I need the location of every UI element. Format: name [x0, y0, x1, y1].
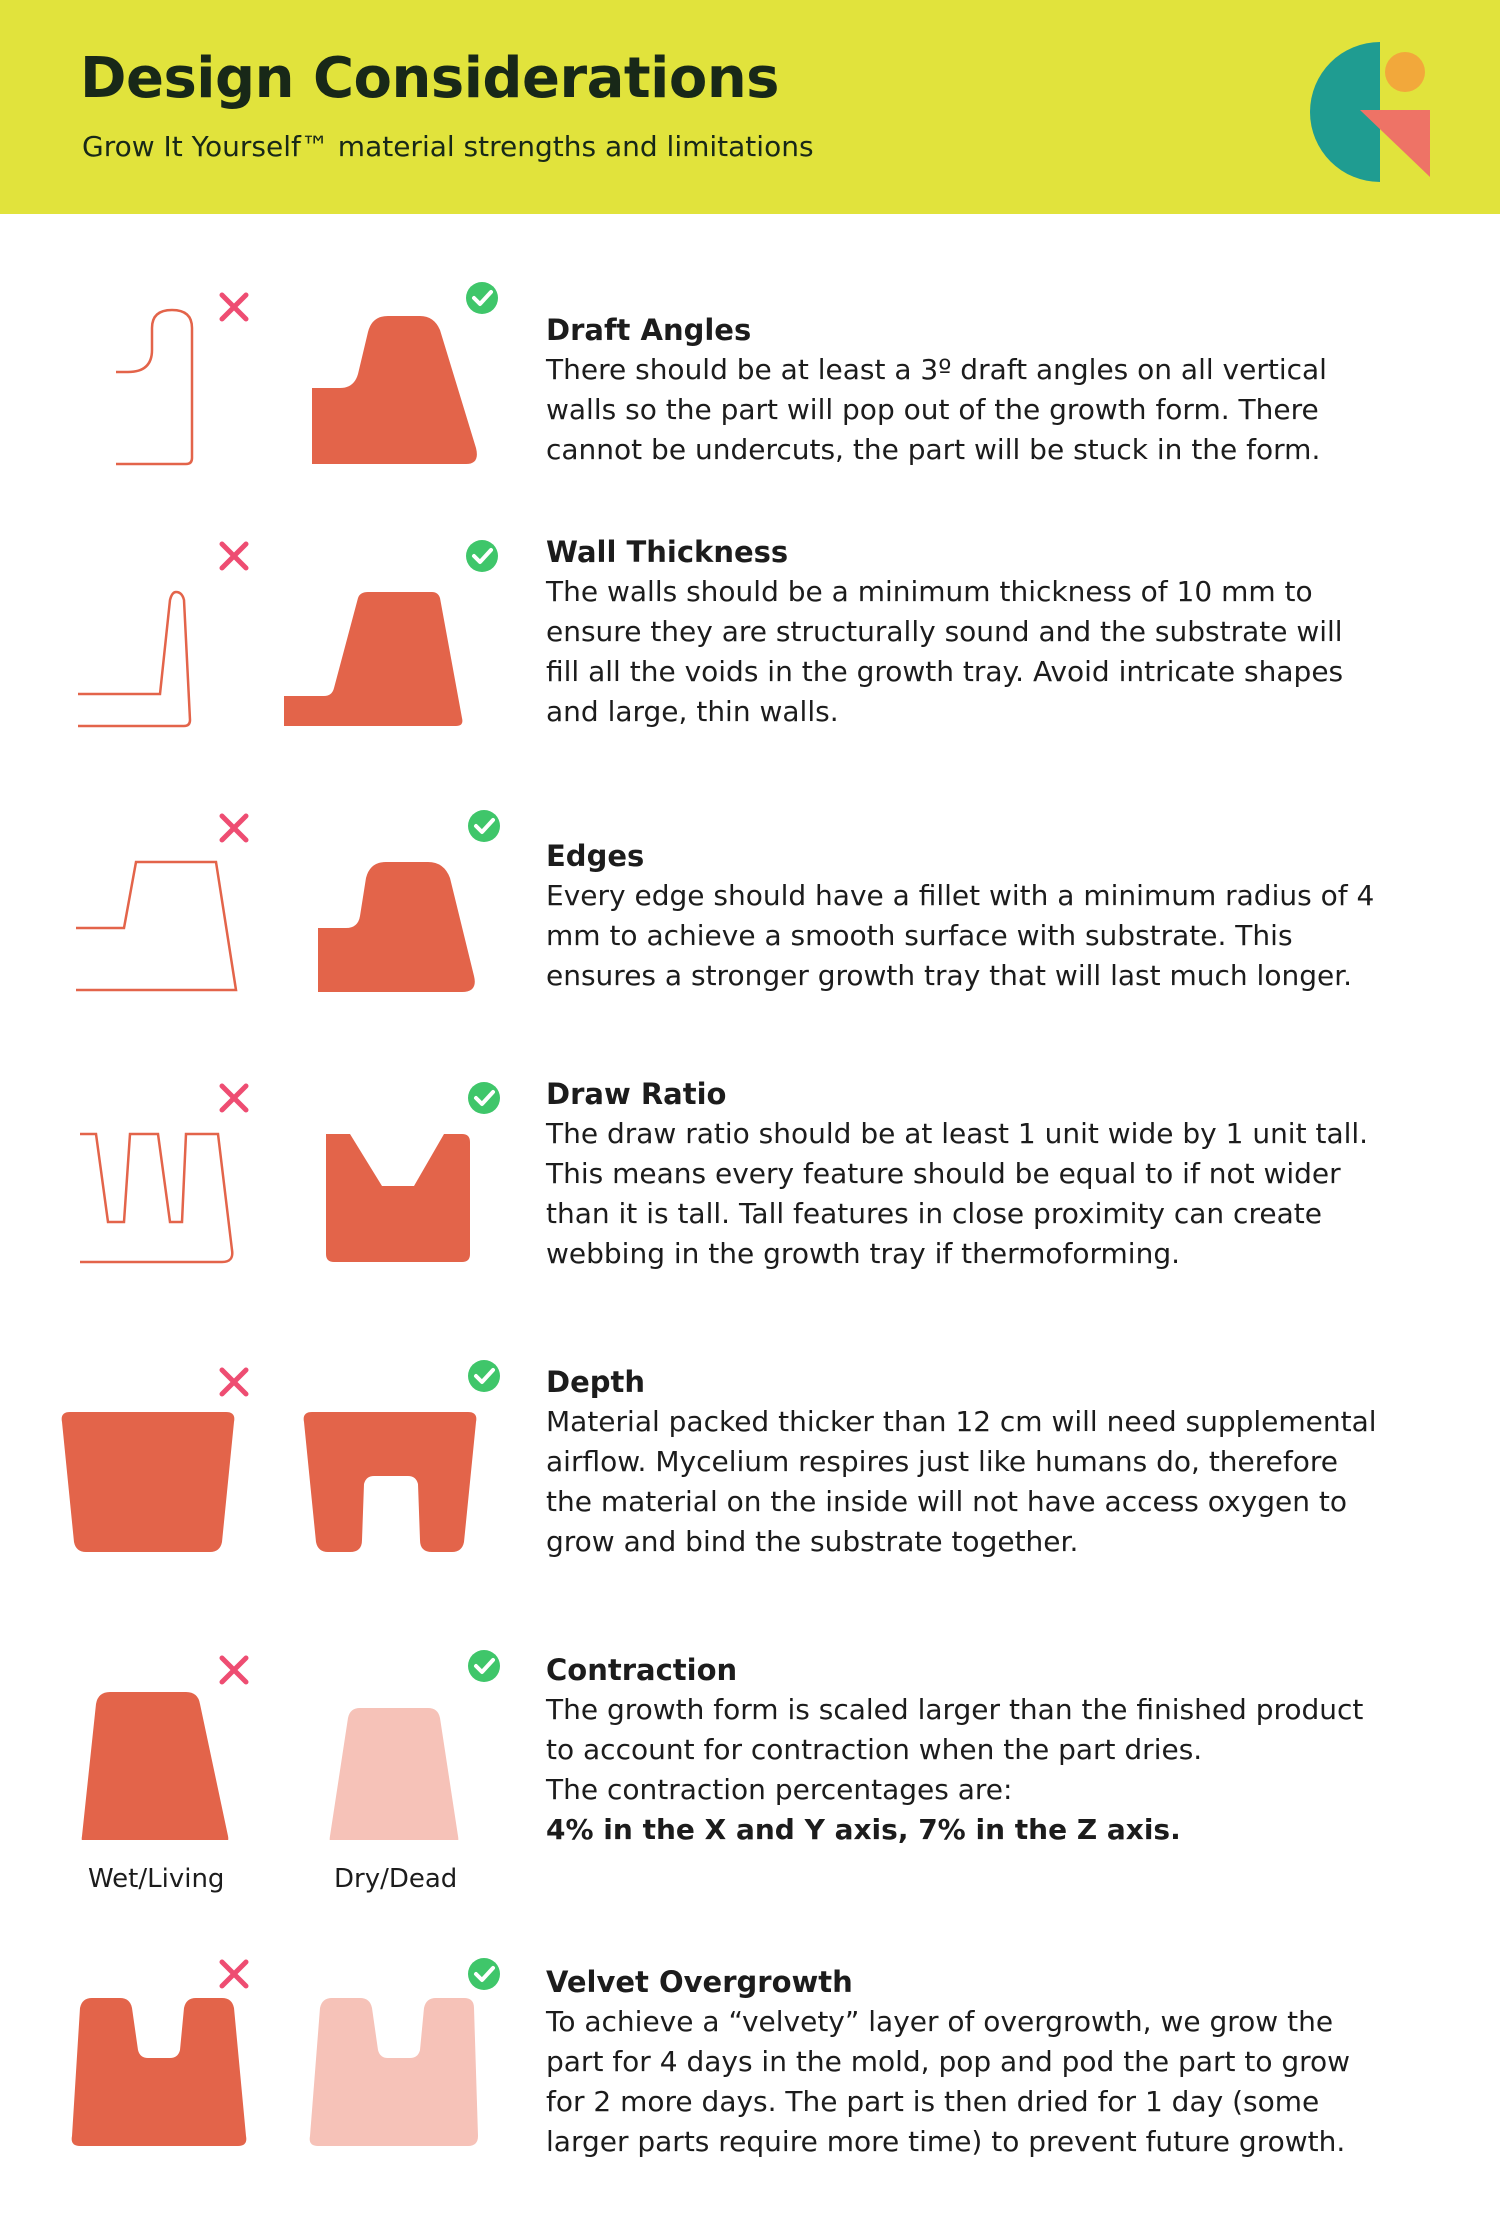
bad-cross-icon — [222, 544, 246, 568]
draw-ratio-illustration — [0, 1070, 520, 1280]
wall-thickness-illustration — [0, 530, 520, 750]
bad-cross-icon — [222, 1962, 246, 1986]
good-check-circle-icon — [466, 540, 498, 572]
velvet-overgrowth-illustration — [0, 1950, 520, 2150]
page-subtitle: Grow It Yourself™ material strengths and limitations — [82, 130, 814, 163]
section-body: Material packed thicker than 12 cm will need supplemental airflow. Mycelium respires just like humans do, therefore the material on the inside will not have access oxygen to grow and bind the substrate together. — [546, 1405, 1377, 1558]
section-title: Velvet Overgrowth — [546, 1965, 853, 1999]
depth-illustration — [0, 1350, 520, 1570]
section-title: Draft Angles — [546, 313, 752, 347]
caption-dry-dead: Dry/Dead — [334, 1864, 458, 1894]
bad-cross-icon — [222, 1086, 246, 1110]
section-edges — [0, 800, 1500, 1000]
header-banner — [0, 0, 1500, 214]
contraction-illustration — [0, 1640, 520, 1840]
good-check-circle-icon — [468, 1082, 500, 1114]
contraction-percentages: 4% in the X and Y axis, 7% in the Z axis. — [546, 1813, 1181, 1846]
bad-cross-icon — [222, 816, 246, 840]
good-check-circle-icon — [466, 282, 498, 314]
good-check-circle-icon — [468, 810, 500, 842]
section-body: Every edge should have a fillet with a minimum radius of 4 mm to achieve a smooth surface with substrate. This ensures a stronger growth tray that will last much longer. — [546, 879, 1375, 992]
section-title: Wall Thickness — [546, 535, 789, 569]
good-check-circle-icon — [468, 1958, 500, 1990]
bad-cross-icon — [222, 295, 246, 319]
section-velvet-overgrowth — [0, 1950, 1500, 2158]
section-body: The walls should be a minimum thickness of 10 mm to ensure they are structurally sound and the substrate will fill all the voids in the growth tray. Avoid intricate shapes and large, thin walls. — [546, 575, 1344, 728]
good-check-circle-icon — [468, 1360, 500, 1392]
section-body: To achieve a “velvety” layer of overgrowth, we grow the part for 4 days in the mold, pop and pod the part to grow for 2 more days. The part is then dried for 1 day (some larger parts require more time) to prevent future growth. — [546, 2005, 1351, 2158]
section-contraction — [0, 1640, 1500, 1910]
section-title: Draw Ratio — [546, 1077, 727, 1111]
section-draft-angles — [0, 280, 1500, 480]
draft-angles-illustration — [0, 280, 520, 480]
section-title: Contraction — [546, 1653, 738, 1687]
section-title: Edges — [546, 839, 645, 873]
section-wall-thickness — [0, 530, 1500, 750]
bad-cross-icon — [222, 1370, 246, 1394]
page-title: Design Considerations — [80, 46, 780, 111]
caption-wet-living: Wet/Living — [88, 1864, 225, 1894]
section-depth — [0, 1350, 1500, 1570]
brand-logo — [1310, 42, 1435, 182]
section-body: The draw ratio should be at least 1 unit wide by 1 unit tall. This means every feature should be equal to if not wider than it is tall. Tall features in close proximity can create webbing in the growth tray if thermoforming. — [546, 1117, 1369, 1270]
edges-illustration — [0, 800, 520, 1000]
section-title: Depth — [546, 1365, 646, 1399]
bad-cross-icon — [222, 1658, 246, 1682]
section-draw-ratio — [0, 1070, 1500, 1280]
section-body: There should be at least a 3º draft angles on all vertical walls so the part will pop out of the growth form. There cannot be undercuts, the part will be stuck in the form. — [546, 353, 1327, 466]
section-body: The growth form is scaled larger than the finished product to account for contraction when the part dries. The contraction percentages are: — [546, 1693, 1364, 1806]
good-check-circle-icon — [468, 1650, 500, 1682]
